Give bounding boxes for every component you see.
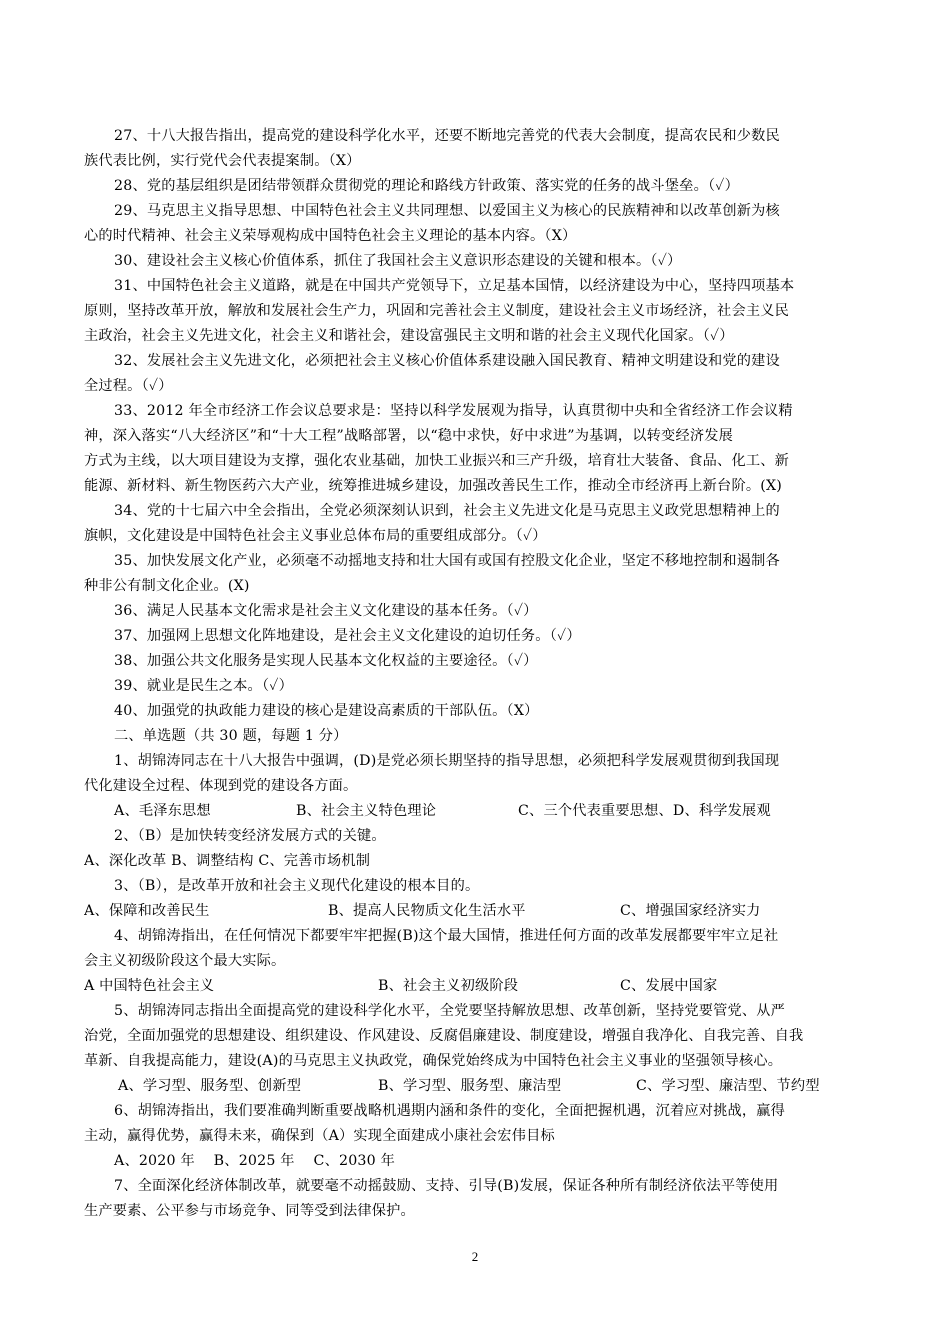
text-line: 心的时代精神、社会主义荣辱观构成中国特色社会主义理论的基本内容。（X） bbox=[84, 228, 577, 244]
text-line: 37、加强网上思想文化阵地建设，是社会主义文化建设的迫切任务。（✓） bbox=[114, 628, 581, 644]
option-a: A、毛泽东思想 bbox=[114, 803, 211, 819]
options-line bbox=[84, 1074, 874, 1099]
text-line: 33、2012 年全市经济工作会议总要求是：坚持以科学发展观为指导，认真贯彻中央和全省经济工作会议精 bbox=[114, 403, 793, 419]
option-b: B、社会主义特色理论 bbox=[296, 803, 437, 819]
options-line: A、2020 年 B、2025 年 C、2030 年 bbox=[114, 1153, 395, 1169]
text-line: 6、胡锦涛指出，我们要准确判断重要战略机遇期内涵和条件的变化，全面把握机遇，沉着应对挑战，赢得 bbox=[114, 1103, 786, 1119]
text-line: 5、胡锦涛同志指出全面提高党的建设科学化水平，全党要坚持解放思想、改革创新，坚持党要管党、从严 bbox=[114, 1003, 786, 1019]
text-line: 生产要素、公平参与市场竞争、同等受到法律保护。 bbox=[84, 1203, 415, 1219]
option-c: C、三个代表重要思想、D、科学发展观 bbox=[518, 803, 771, 819]
option-b: B、提高人民物质文化生活水平 bbox=[328, 903, 526, 919]
text-line: 2、（B）是加快转变经济发展方式的关键。 bbox=[114, 828, 386, 844]
option-b: B、学习型、服务型、廉洁型 bbox=[378, 1078, 562, 1094]
section-heading: 二、单选题（共 30 题，每题 1 分） bbox=[114, 728, 348, 744]
option-a: A、学习型、服务型、创新型 bbox=[118, 1078, 302, 1094]
option-b: B、社会主义初级阶段 bbox=[378, 978, 519, 994]
text-line: 方式为主线，以大项目建设为支撑，强化农业基础，加快工业振兴和三产升级，培育壮大装备、食品、化工、新 bbox=[84, 453, 789, 469]
text-line: 30、建设社会主义核心价值体系，抓住了我国社会主义意识形态建设的关键和根本。（✓） bbox=[114, 253, 682, 269]
text-line: 4、胡锦涛指出，在任何情况下都要牢牢把握(B)这个最大国情，推进任何方面的改革发展都要牢牢立足社 bbox=[114, 928, 779, 944]
text-line: 治党，全面加强党的思想建设、组织建设、作风建设、反腐倡廉建设、制度建设，增强自我净化、自我完善、自我 bbox=[84, 1028, 804, 1044]
text-line: 种非公有制文化企业。(X) bbox=[84, 578, 250, 594]
text-line: 28、党的基层组织是团结带领群众贯彻党的理论和路线方针政策、落实党的任务的战斗堡垒。（✓） bbox=[114, 178, 739, 194]
text-line: 全过程。（✓） bbox=[84, 378, 173, 394]
option-c: C、增强国家经济实力 bbox=[620, 903, 761, 919]
text-line: 代化建设全过程、体现到党的建设各方面。 bbox=[84, 778, 358, 794]
text-line: 34、党的十七届六中全会指出，全党必须深刻认识到，社会主义先进文化是马克思主义政党思想精神上的 bbox=[114, 503, 780, 519]
options-line bbox=[84, 899, 874, 924]
text-line: 27、十八大报告指出，提高党的建设科学化水平，还要不断地完善党的代表大会制度，提高农民和少数民 bbox=[114, 128, 780, 144]
text-line: 神，深入落实“八大经济区”和“十大工程”战略部署，以“稳中求快，好中求进”为基调，以转变经济发展 bbox=[84, 428, 733, 444]
text-line: A、深化改革 B、调整结构 C、完善市场机制 bbox=[84, 853, 371, 869]
options-line bbox=[84, 799, 874, 824]
text-line: 会主义初级阶段这个最大实际。 bbox=[84, 953, 286, 969]
page-number: 2 bbox=[471, 1249, 479, 1264]
text-line: 3、（B），是改革开放和社会主义现代化建设的根本目的。 bbox=[114, 878, 480, 894]
text-line: 主政治，社会主义先进文化，社会主义和谐社会，建设富强民主文明和谐的社会主义现代化国家。（✓） bbox=[84, 328, 734, 344]
text-line: 能源、新材料、新生物医药六大产业，统筹推进城乡建设，加强改善民生工作，推动全市经济再上新台阶。(X) bbox=[84, 478, 782, 494]
text-line: 32、发展社会主义先进文化，必须把社会主义核心价值体系建设融入国民教育、精神文明建设和党的建设 bbox=[114, 353, 780, 369]
text-line: 旗帜，文化建设是中国特色社会主义事业总体布局的重要组成部分。（✓） bbox=[84, 528, 547, 544]
option-c: C、发展中国家 bbox=[620, 978, 718, 994]
document-body bbox=[84, 124, 874, 1224]
text-line: 1、胡锦涛同志在十八大报告中强调，(D)是党必须长期坚持的指导思想，必须把科学发展观贯彻到我国现 bbox=[114, 753, 780, 769]
text-line: 35、加快发展文化产业，必须毫不动摇地支持和壮大国有或国有控股文化企业，坚定不移地控制和遏制各 bbox=[114, 553, 780, 569]
text-line: 29、马克思主义指导思想、中国特色社会主义共同理想、以爱国主义为核心的民族精神和以改革创新为核 bbox=[114, 203, 780, 219]
text-line: 族代表比例，实行党代会代表提案制。（X） bbox=[84, 153, 361, 169]
option-c: C、学习型、廉洁型、节约型 bbox=[636, 1078, 820, 1094]
text-line: 31、中国特色社会主义道路，就是在中国共产党领导下，立足基本国情，以经济建设为中心，坚持四项基本 bbox=[114, 278, 795, 294]
text-line: 主动，赢得优势，赢得未来，确保到（A）实现全面建成小康社会宏伟目标 bbox=[84, 1128, 555, 1144]
text-line: 38、加强公共文化服务是实现人民基本文化权益的主要途径。（✓） bbox=[114, 653, 538, 669]
option-a: A、保障和改善民生 bbox=[84, 903, 210, 919]
text-line: 7、全面深化经济体制改革，就要毫不动摇鼓励、支持、引导(B)发展，保证各种所有制经济依法平等使用 bbox=[114, 1178, 779, 1194]
options-line bbox=[84, 974, 874, 999]
text-line: 原则，坚持改革开放，解放和发展社会生产力，巩固和完善社会主义制度，建设社会主义市场经济，社会主义民 bbox=[84, 303, 789, 319]
text-line: 革新、自我提高能力，建设(A)的马克思主义执政党，确保党始终成为中国特色社会主义事业的坚强领导核心。 bbox=[84, 1053, 783, 1069]
text-line: 36、满足人民基本文化需求是社会主义文化建设的基本任务。（✓） bbox=[114, 603, 538, 619]
text-line: 39、就业是民生之本。（✓） bbox=[114, 678, 293, 694]
option-a: A 中国特色社会主义 bbox=[84, 978, 215, 994]
text-line: 40、加强党的执政能力建设的核心是建设高素质的干部队伍。（X） bbox=[114, 703, 539, 719]
